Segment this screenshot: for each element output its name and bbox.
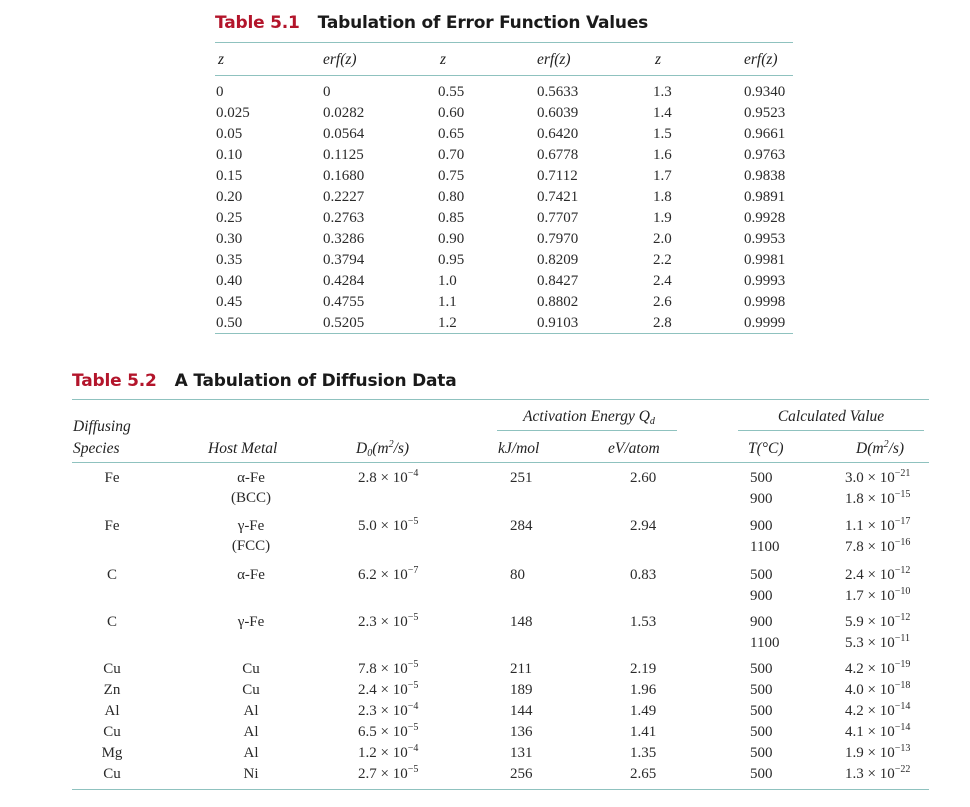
diffusion-coefficient-cell: $4.2 \times 10^{-14}$ [845,701,911,719]
d0-cell: $6.5 \times 10^{-5}$ [358,722,419,740]
table1-header-rule [215,75,793,76]
temperature-header: T(°C) [748,440,784,457]
kj-cell: 189 [510,682,533,698]
table1-cell: 1.3 [653,84,672,100]
table1-cell: 0.7112 [537,168,578,184]
table1-cell: 0.7421 [537,189,579,205]
table1-cell: 0.7970 [537,231,579,247]
table1-cell: 1.7 [653,168,672,184]
kj-per-mol-header: kJ/mol [498,440,540,457]
temperature-cell: 1100 [750,635,780,651]
table1-header-z-1: z [440,51,447,68]
table1-cell: 1.6 [653,147,672,163]
table1-cell: 0.3286 [323,231,365,247]
table1-cell: 0.9661 [744,126,786,142]
diffusion-coefficient-cell: $1.9 \times 10^{-13}$ [845,743,911,761]
table1-cell: 0.9838 [744,168,786,184]
d0-cell: $5.0 \times 10^{-5}$ [358,516,419,534]
table1-cell: 0.35 [216,252,243,268]
kj-cell: 148 [510,614,533,630]
species-cell: C [106,614,117,630]
table1-cell: 1.9 [653,210,672,226]
diffusion-coefficient-cell: $1.3 \times 10^{-22}$ [845,764,911,782]
diffusion-coefficient-cell: $3.0 \times 10^{-21}$ [845,468,911,486]
table1-cell: 2.0 [653,231,672,247]
host-metal-cell: α-Fe [237,567,265,583]
table1-cell: 0.8427 [537,273,579,289]
table1-cell: 1.1 [438,294,457,310]
species-cell: Zn [103,682,121,698]
table1-cell: 0.9998 [744,294,786,310]
table1-cell: 0.40 [216,273,243,289]
diffusion-coefficient-cell: $4.1 \times 10^{-14}$ [845,722,911,740]
temperature-cell: 500 [750,470,773,486]
ev-cell: 2.94 [630,518,657,534]
table1-cell: 0.50 [216,315,243,331]
table1-cell: 0.95 [438,252,465,268]
table1-cell: 0.6778 [537,147,579,163]
temperature-cell: 900 [750,614,773,630]
table1-cell: 0.4284 [323,273,365,289]
table1-cell: 0.5205 [323,315,365,331]
table1-title: Tabulation of Error Function Values [317,13,649,33]
table2-header-rule [72,462,929,463]
temperature-cell: 900 [750,588,773,604]
table1-cell: 0.0282 [323,105,365,121]
table1-number: Table 5.1 [215,13,300,33]
calculated-value-rule [738,430,924,431]
temperature-cell: 500 [750,745,773,761]
table1-cell: 0.05 [216,126,243,142]
d0-cell: $2.3 \times 10^{-4}$ [358,701,419,719]
ev-cell: 1.35 [630,745,657,761]
activation-energy-rule [497,430,677,431]
kj-cell: 256 [510,766,533,782]
table1-cell: 1.2 [438,315,457,331]
host-metal-cell: α-Fe [237,470,265,486]
table1-cell: 0 [323,84,331,100]
table1-cell: 1.4 [653,105,672,121]
table1-cell: 0.65 [438,126,465,142]
table1-cell: 0.9340 [744,84,786,100]
ev-cell: 0.83 [630,567,657,583]
table1-header-erf-2: erf(z) [744,51,778,68]
table1-cell: 0.4755 [323,294,365,310]
diffusing-species-header-line1: Diffusing [73,418,131,435]
temperature-cell: 900 [750,518,773,534]
kj-cell: 136 [510,724,533,740]
diffusion-coefficient-cell: $1.1 \times 10^{-17}$ [845,516,911,534]
table1-cell: 2.2 [653,252,672,268]
temperature-cell: 900 [750,491,773,507]
table1-cell: 0.75 [438,168,465,184]
table1-header-z-0: z [218,51,225,68]
table1-cell: 0.60 [438,105,465,121]
table1-cell: 0.8802 [537,294,579,310]
table1-cell: 1.0 [438,273,457,289]
table1-cell: 0.20 [216,189,243,205]
diffusion-coefficient-cell: $4.0 \times 10^{-18}$ [845,680,911,698]
host-metal-cell: Cu [242,661,260,677]
kj-cell: 144 [510,703,533,719]
table1-cell: 0.2227 [323,189,365,205]
table1-cell: 0.9999 [744,315,786,331]
activation-energy-header: Activation Energy $Q_d$ [523,408,655,427]
temperature-cell: 500 [750,661,773,677]
table2-title: A Tabulation of Diffusion Data [174,371,457,391]
species-cell: Cu [103,724,121,740]
diffusion-coefficient-cell: $5.3 \times 10^{-11}$ [845,633,910,651]
host-metal-header: Host Metal [208,440,278,457]
table1-cell: 0.6420 [537,126,579,142]
species-cell: Al [104,703,120,719]
table2-bottom-rule [72,789,929,790]
table1-cell: 0.9891 [744,189,786,205]
ev-cell: 2.19 [630,661,657,677]
table1-cell: 0.80 [438,189,465,205]
species-cell: Fe [104,470,120,486]
table1-cell: 0.85 [438,210,465,226]
table1-cell: 0.9953 [744,231,786,247]
table1-cell: 0.9981 [744,252,786,268]
table1-cell: 2.8 [653,315,672,331]
table1-cell: 0.9103 [537,315,579,331]
table1-cell: 0.25 [216,210,243,226]
host-metal-cell: Ni [243,766,259,782]
d0-header: $D_0(m^2/s)$ [356,439,410,459]
species-cell: Mg [101,745,123,761]
host-metal-cell: Al [243,724,259,740]
table1-header-z-2: z [655,51,662,68]
table1-header-erf-0: erf(z) [323,51,357,68]
ev-per-atom-header: eV/atom [608,440,660,457]
table1-cell: 0.30 [216,231,243,247]
table1-cell: 0.9993 [744,273,786,289]
table1-cell: 2.4 [653,273,672,289]
d0-cell: $2.8 \times 10^{-4}$ [358,468,419,486]
kj-cell: 80 [510,567,525,583]
d0-cell: $2.4 \times 10^{-5}$ [358,680,419,698]
d0-cell: $2.3 \times 10^{-5}$ [358,612,419,630]
diffusing-species-header-line2: Species [73,440,120,457]
species-cell: Cu [103,766,121,782]
diffusion-coefficient-cell: $7.8 \times 10^{-16}$ [845,537,911,555]
species-cell: Fe [104,518,120,534]
d0-cell: $2.7 \times 10^{-5}$ [358,764,419,782]
kj-cell: 251 [510,470,533,486]
table1-cell: 0.5633 [537,84,579,100]
temperature-cell: 500 [750,567,773,583]
table1-cell: 0.3794 [323,252,365,268]
calculated-value-header: Calculated Value [777,408,885,425]
table1-cell: 1.5 [653,126,672,142]
d0-cell: $7.8 \times 10^{-5}$ [358,659,419,677]
table1-cell: 0.7707 [537,210,579,226]
host-metal-cell: Al [243,703,259,719]
table1-cell: 0.90 [438,231,465,247]
diffusion-coefficient-header: $D(m^2/s)$ [856,439,905,457]
ev-cell: 1.53 [630,614,657,630]
temperature-cell: 1100 [750,539,780,555]
table1-cell: 0.70 [438,147,465,163]
host-structure-cell: (FCC) [231,538,271,554]
host-metal-cell: γ-Fe [237,518,265,534]
host-structure-cell: (BCC) [230,490,271,506]
diffusion-coefficient-cell: $1.8 \times 10^{-15}$ [845,489,911,507]
ev-cell: 2.65 [630,766,657,782]
species-cell: Cu [103,661,121,677]
table1-top-rule [215,42,793,43]
species-cell: C [106,567,117,583]
ev-cell: 1.49 [630,703,657,719]
table1-cell: 1.8 [653,189,672,205]
diffusion-coefficient-cell: $5.9 \times 10^{-12}$ [845,612,911,630]
table1-cell: 0.2763 [323,210,365,226]
table1-cell: 0.15 [216,168,243,184]
temperature-cell: 500 [750,682,773,698]
table1-cell: 0.6039 [537,105,579,121]
table1-cell: 0.9523 [744,105,786,121]
kj-cell: 211 [510,661,532,677]
table1-cell: 0.10 [216,147,243,163]
table1-cell: 0.45 [216,294,243,310]
ev-cell: 2.60 [630,470,657,486]
diffusion-coefficient-cell: $1.7 \times 10^{-10}$ [845,586,911,604]
diffusion-coefficient-cell: $4.2 \times 10^{-19}$ [845,659,911,677]
temperature-cell: 500 [750,766,773,782]
ev-cell: 1.96 [630,682,657,698]
table1-caption [215,13,648,33]
table1-header-erf-1: erf(z) [537,51,571,68]
table1-cell: 0.025 [216,105,250,121]
table1-cell: 0 [216,84,224,100]
table2-number: Table 5.2 [72,371,157,391]
table1-cell: 2.6 [653,294,672,310]
table1-cell: 0.8209 [537,252,579,268]
temperature-cell: 500 [750,703,773,719]
table1-cell: 0.55 [438,84,465,100]
host-metal-cell: Al [243,745,259,761]
table2-top-rule [72,399,929,400]
diffusion-coefficient-cell: $2.4 \times 10^{-12}$ [845,565,911,583]
table1-cell: 0.9763 [744,147,786,163]
ev-cell: 1.41 [630,724,657,740]
table2-caption [72,371,456,391]
host-metal-cell: Cu [242,682,260,698]
d0-cell: $6.2 \times 10^{-7}$ [358,565,419,583]
table1-bottom-rule [215,333,793,334]
kj-cell: 284 [510,518,533,534]
host-metal-cell: γ-Fe [237,614,265,630]
table1-cell: 0.1680 [323,168,365,184]
d0-cell: $1.2 \times 10^{-4}$ [358,743,419,761]
table1-cell: 0.9928 [744,210,786,226]
table1-cell: 0.1125 [323,147,364,163]
kj-cell: 131 [510,745,533,761]
table1-cell: 0.0564 [323,126,365,142]
temperature-cell: 500 [750,724,773,740]
